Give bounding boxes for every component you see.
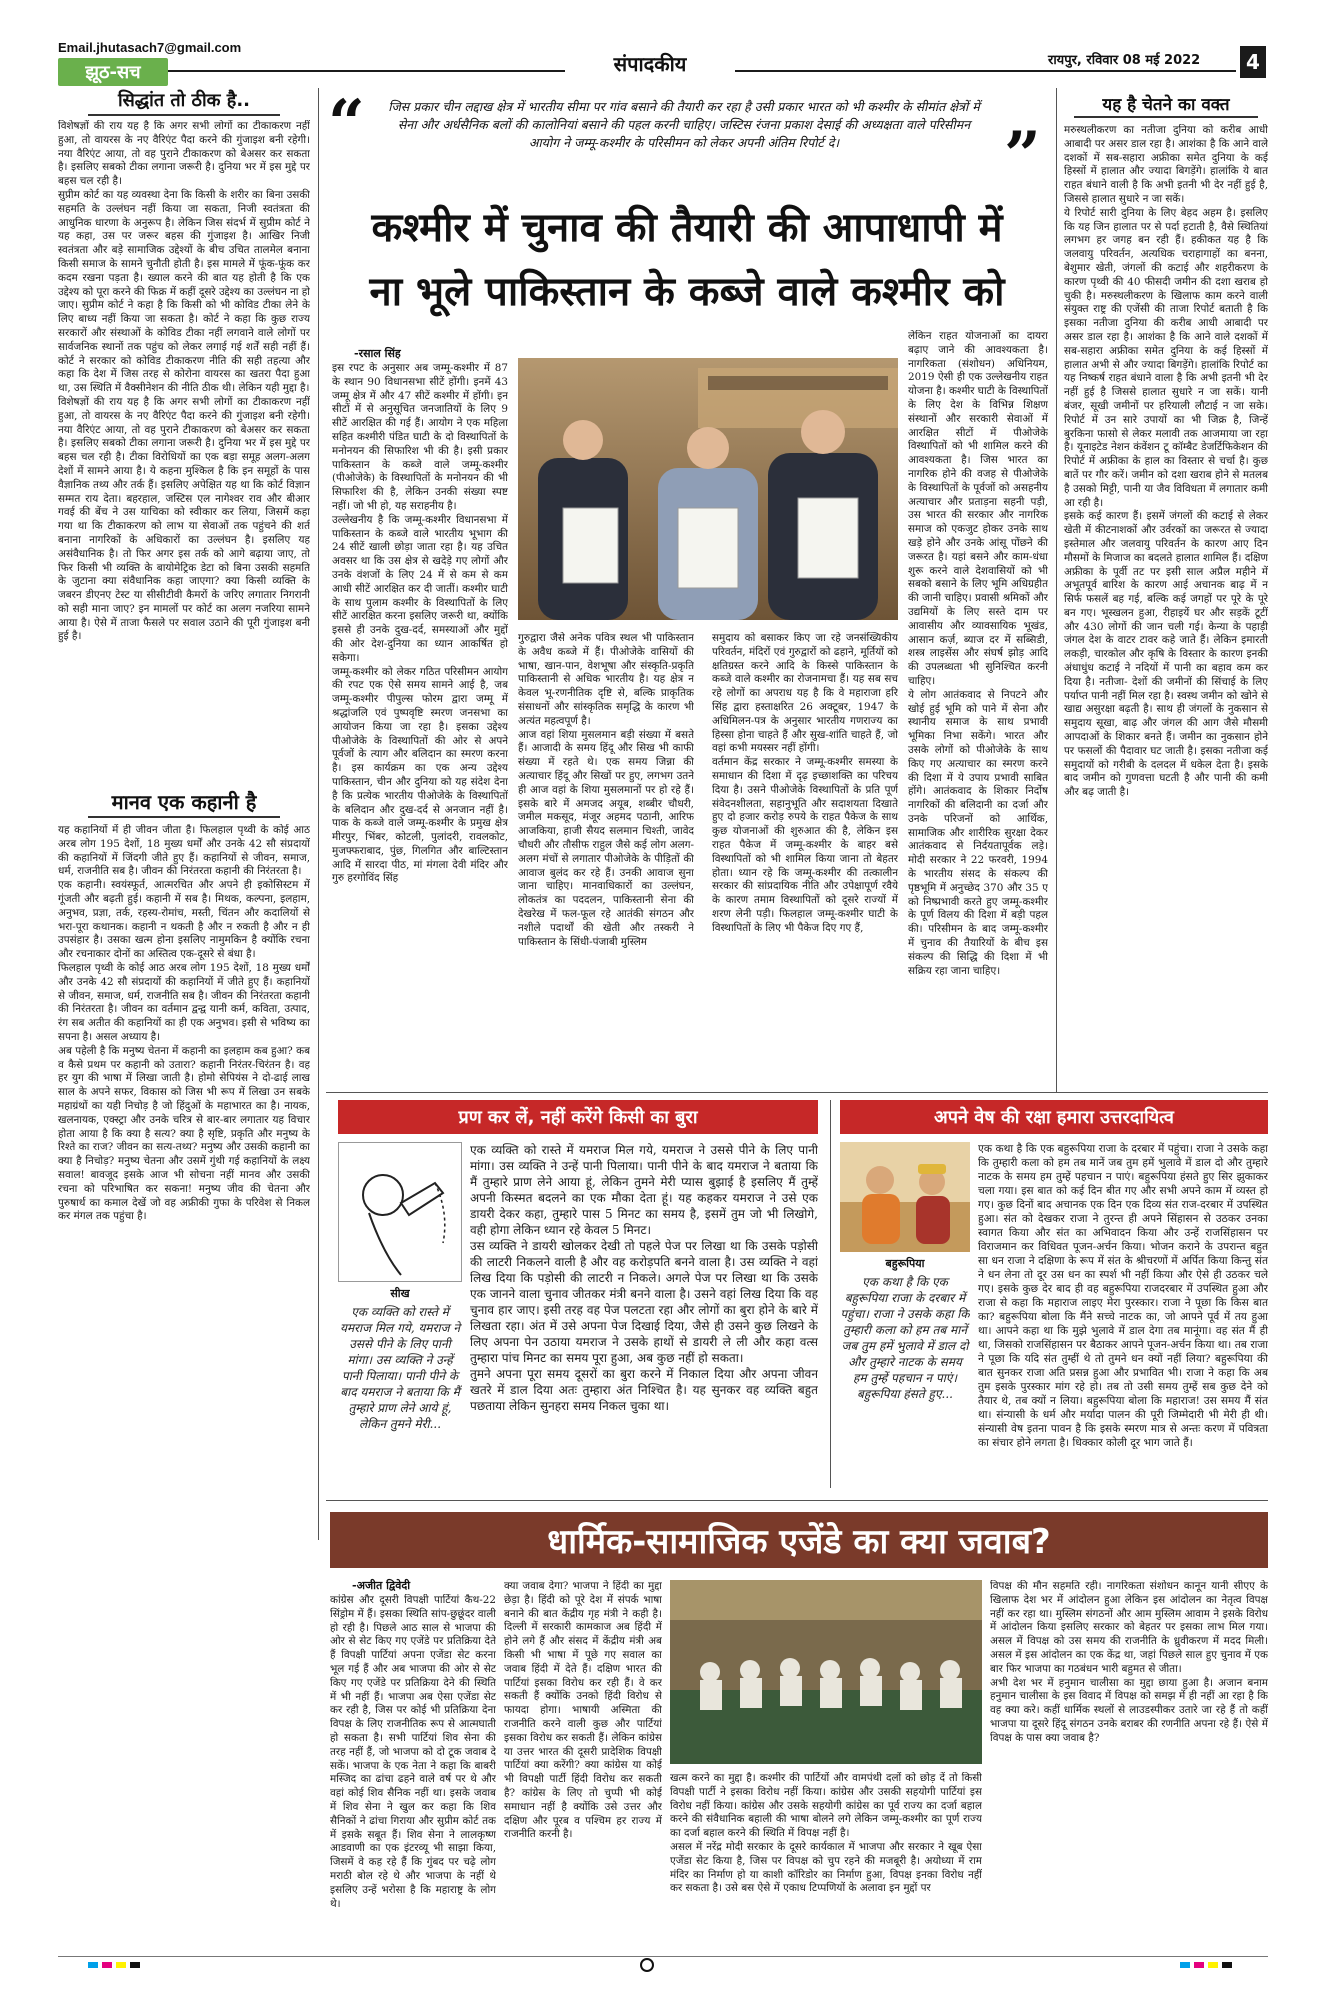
lead-col-4: लेकिन राहत योजनाओं का दायरा बढ़ाए जाने की आवश्यकता है। नागरिकता (संशोधन) अधिनियम, 2019 ऐसी ही एक उल्लेखनीय राहत योजना है। कश्मीर घाटी के विस्थापितों के लिए देश के विभिन्न शिक्षण संस्थानों और सरकारी सेवाओं में आरक्षित सीटों में पीओजेके विस्थापितों को भी शामिल करने की आवश्यकता है। जिस भारत का नागरिक होने की वजह से पीओजेके के विस्थापितों के पूर्वजों को असहनीय अत्याचार और प्रताड़ना सहनी पड़ी, उस भारत की सरकार और नागरिक समाज को एकजुट होकर उनके साथ खड़े होने और उनके आंसू पोंछने की जरूरत है। यहां बसने और काम-धंधा शुरू करने वाले देशवासियों को भी सबको बसाने के लिए भूमि अधिग्रहीत की जानी चाहिए। प्रवासी श्रमिकों और उद्यमियों के लिए सस्ते दाम पर आवासीय और व्यावसायिक भूखंड, आसान कर्ज़, ब्याज दर में सब्सिडी, शस्त्र लाइसेंस और संघर्ष झोड़ आदि की उपलब्धता भी सुनिश्चित करनी चाहिए। ये लोग आतंकवाद से निपटने और खोई हुई भूमि को पाने में सेना और स्थानीय समाज के साथ प्रभावी भूमिका निभा सकेंगे। भारत और उसके लोगों को पीओजेके के साथ किए गए अत्याचार का स्मरण करने की दिशा में ये उपाय प्रभावी साबित होंगे। आतंकवाद के शिकार निर्दोष नागरिकों की बलिदानी का दर्जा और उनके परिजनों को आर्थिक, सामाजिक और शारीरिक सुरक्षा देकर आतंकवाद से निर्दयतापूर्वक लड़े। मोदी सरकार ने 22 फरवरी, 1994 के भारतीय संसद के संकल्प की पृष्ठभूमि में अनुच्छेद 370 और 35 ए को निष्प्रभावी करते हुए जम्मू-कश्मीर के पूर्ण विलय की दिशा में बड़ी पहल की। परिसीमन के बाद जम्मू-कश्मीर में चुनाव की तैयारियों के बीच इस संकल्प की सिद्धि की दिशा में भी सक्रिय रहा जाना चाहिए। bbox=[908, 330, 1048, 977]
left-heading-rule-1 bbox=[88, 114, 280, 116]
lead-headline bbox=[326, 196, 1048, 332]
left-column bbox=[58, 88, 310, 1540]
open-quote-icon: “ bbox=[328, 86, 365, 161]
left-heading-rule-2 bbox=[88, 816, 280, 818]
right-column bbox=[1064, 92, 1268, 1088]
officials-photo-illustration bbox=[518, 358, 898, 620]
registration-mark-left bbox=[88, 1962, 140, 1968]
story4-headline: धार्मिक-सामाजिक एजेंडे का क्या जवाब? bbox=[547, 1522, 1051, 1562]
lower-horizontal-rule bbox=[326, 1500, 1268, 1501]
lead-col-1: इस रपट के अनुसार अब जम्मू-कश्मीर में 87 के स्थान 90 विधानसभा सीटें होंगी। इनमें 43 जम्मू क्षेत्र में और 47 सीटें कश्मीर में होंगी। इन सीटों में से अनुसूचित जनजातियों के लिए 9 सीटें आरक्षित की गई हैं। आयोग ने एक महिला सहित कश्मीरी पंडित घाटी के दो विस्थापितों के मनोनयन की सिफारिश भी की है। इसी प्रकार पाकिस्तान के कब्जे वाले जम्मू-कश्मीर (पीओजेके) के विस्थापितों के मनोनयन की भी सिफारिश की है, लेकिन उनकी संख्या स्पष्ट नहीं। जो भी हो, यह सराहनीय है। उल्लेखनीय है कि जम्मू-कश्मीर विधानसभा में पाकिस्तान के कब्जे वाले भारतीय भूभाग की 24 सीटें खाली छोड़ा जाता रहा है। यह उचित अवसर था कि उस क्षेत्र से खदेड़े गए लोगों और उनके वंशजों के लिए 24 में से कम से कम आधी सीटें आरक्षित कर दी जातीं। कश्मीर घाटी के साथ पुलाम कश्मीर के विस्थापितों के लिए सीटें आरक्षित करना इसलिए जरूरी था, क्योंकि इससे ही उनके दुख-दर्द, समस्याओं और मुद्दों की ओर देश-दुनिया का ध्यान आकर्षित हो सकेगा। जम्मू-कश्मीर को लेकर गठित परिसीमन आयोग की रपट एक ऐसे समय सामने आई है, जब जम्मू-कश्मीर पीपुल्स फोरम द्वारा जम्मू में श्रद्धांजलि एवं पुष्पवृष्टि स्मरण जनसभा का आयोजन किया जा रहा है। इसका उद्देश्य पीओजेके के विस्थापितों की ओर से अपने पूर्वजों के त्याग और बलिदान का स्मरण करना है। इस कार्यक्रम का एक अन्य उद्देश्य पाकिस्तान, चीन और दुनिया को यह संदेश देना है कि प्रत्येक भारतीय पीओजेके के विस्थापितों के बलिदान और दुख-दर्द से अनजान नहीं है। पाक के कब्जे वाले जम्मू-कश्मीर के प्रमुख क्षेत्र मीरपुर, भिंबर, कोटली, पुलांदरी, रावलकोट, मुजफ्फराबाद, पुंछ, गिलगित और बाल्टिस्तान आदि में सारदा पीठ, मां मंगला देवी मंदिर और गुरु हरगोविंद सिंह bbox=[332, 362, 508, 885]
story3-body: एक कथा है कि एक बहुरूपिया राजा के दरबार में पहुंचा। राजा ने उसके कहा कि तुम्हारी कला को हम तब मानें जब तुम हमें भुलावे में डाल दो और तुम्हारे नाटक के समय हम तुम्हें पहचान न पाएं। बहुरूपिया हंसते हुए सिर झुकाकर चला गया। इस बात को कई दिन बीत गए और सभी अपने काम में व्यस्त हो गए। कुछ दिनों बाद अचानक एक दिन एक दिव्य संत राज-दरबार में उपस्थित हुआ। संत को देखकर राजा ने तुरन्त ही अपने सिंहासन से उठकर उनका स्वागत किया और संत का अभिवादन किया और उन्हें राजसिंहासन पर विराजमान कर विधिवत पूजन-अर्चन किया। भोजन कराने के उपरान्त बहुत सा धन राजा ने दक्षिणा के रूप में संत के श्रीचरणों में अर्पित किया किन्तु संत ने धन लेना तो दूर उस धन का स्पर्श भी नहीं किया और ऐसे ही उठकर चले गए। इसके कुछ देर बाद ही वह बहुरूपिया राजदरबार में उपस्थित हुआ और राजा से कहा कि महाराज लाइए मेरा पुरस्कार। राजा ने पूछा कि किस बात का? बहुरूपिया बोला कि मैंने सच्चे नाटक का, जो आपने पूर्व में तय हुआ था। आपने कहा था कि मुझे भुलावे में डाल देगा तब मानूंगा। वह संत मैं ही था, जिसको राजसिंहासन पर बैठाकर आपने पूजन-अर्चन किया था। तब राजा ने पूछा कि यदि संत तुम्हीं थे तो तुमने धन क्यों नहीं लिया? बहुरूपिया की बात सुनकर राजा अति प्रसन्न हुआ और प्रभावित भी। राजा ने कहा कि अब तुम इसके पुरस्कार मांग रहे हो। तब तो उसी समय तुम्हें सब कुछ देने को तैयार थे, तब क्यों न लिया। बहुरूपिया बोला कि महाराज! उस समय मैं संत था। संन्यासी के धर्म और मर्यादा पालन की पूरी जिम्मेदारी भी मेरी ही थी। संन्यासी वेष इतना पावन है कि इसके स्मरण मात्र से अन्तः करण में पवित्रता का संचार होने लगता है। धिक्कार कोली दूर भाग जाते हैं। bbox=[978, 1143, 1268, 1449]
parliament-photo-illustration bbox=[670, 1580, 982, 1764]
left-heading-2: मानव एक कहानी है bbox=[111, 790, 257, 814]
right-column-divider bbox=[1056, 88, 1057, 1092]
lead-photo bbox=[518, 358, 898, 620]
drinking-man-sketch bbox=[339, 1143, 462, 1282]
lead-headline-line-2: ना भूले पाकिस्तान के कब्जे वाले कश्मीर को bbox=[369, 269, 1005, 315]
lead-col-2: गुरुद्वारा जैसे अनेक पवित्र स्थल भी पाकिस्तान के अवैध कब्जे में हैं। पीओजेके वासियों की भाषा, खान-पान, वेशभूषा और संस्कृति-प्रकृति पाकिस्तानी से अधिक भारतीय है। यह क्षेत्र न केवल भू-रणनीतिक दृष्टि से, बल्कि प्राकृतिक संसाधनों और सांस्कृतिक समृद्धि के कारण भी अत्यंत महत्वपूर्ण है। आज वहां शिया मुसलमान बड़ी संख्या में बसते हैं। आजादी के समय हिंदू और सिख भी काफी संख्या में रहते थे। एक समय जिन्ना की अत्याचार हिंदू और सिखों पर हुए, लगभग उतने ही आज वहां के शिया मुसलमानों पर हो रहे हैं। इसके बारे में अमजद अयूब, शब्बीर चौधरी, जमील मकसूद, मंजूर अहमद पठानी, आरिफ आजकिया, हाजी सैयद सलमान चिश्ती, जावेद चौधरी और तौसीफ राहुल जैसे कई लोग अलग-अलग मंचों से लगातार पीओजेके के पीड़ितों की आवाज बुलंद कर रहे हैं। उनकी आवाज सुना जाना चाहिए। मानवाधिकारों का उल्लंघन, लोकतंत्र का पददलन, पाकिस्तानी सेना की देखरेख में फल-फूल रहे आतंकी संगठन और नशीले पदार्थों की खेती और तस्करी ने पाकिस्तान के सिंधी-पंजाबी मुस्लिम bbox=[518, 632, 694, 948]
story2-title-bar bbox=[338, 1100, 818, 1134]
story4-title-bar bbox=[330, 1512, 1268, 1568]
registration-mark-right bbox=[1180, 1962, 1232, 1968]
story2-image-label: सीख bbox=[390, 1287, 410, 1300]
story2-title: प्रण कर लें, नहीं करेंगे किसी का बुरा bbox=[458, 1107, 698, 1128]
story2-pull-caption: एक व्यक्ति को रास्ते में यमराज मिल गये, यमराज ने उससे पीने के लिए पानी मांगा। उस व्यक्ति ने उन्हें पानी पिलाया। पानी पीने के बाद यमराज ने बताया कि मैं तुम्हारे प्राण लेने आये हूं, लेकिन तुमने मेरी... bbox=[340, 1305, 460, 1431]
story2-illustration bbox=[338, 1142, 462, 1282]
story3-title-bar bbox=[840, 1100, 1268, 1134]
story2-body: एक व्यक्ति को रास्ते में यमराज मिल गये, यमराज ने उससे पीने के लिए पानी मांगा। उस व्यक्ति ने उन्हें पानी पिलाया। पानी पीने के बाद यमराज ने बताया कि मैं तुम्हारे प्राण लेने आया हूं, लेकिन तुमने मेरी प्यास बुझाई है इसलिए मैं तुम्हें अपनी किस्मत बदलने का एक मौका देता हूं। यह कहकर यमराज ने उसे एक डायरी देकर कहा, तुम्हारे पास 5 मिनट का समय है, इसमें तुम जो भी लिखोगे, वही होगा लेकिन ध्यान रहे केवल 5 मिनट। उस व्यक्ति ने डायरी खोलकर देखी तो पहले पेज पर लिखा था कि उसके पड़ोसी की लाटरी निकलने वाली है और वह करोड़पति बनने वाला है। उस व्यक्ति ने वहां लिख दिया कि पड़ोसी की लाटरी न निकले। अगले पेज पर लिखा था कि उसके एक जानने वाला चुनाव जीतकर मंत्री बनने वाला है। उसने वहां लिख दिया कि वह चुनाव हार जाए। इसी तरह वह पेज पलटता रहा और लोगों का बुरा होने के बारे में लिखता रहा। अंत में उसे अपना पेज दिखाई दिया, जैसे ही उसने कुछ लिखने के लिए अपना पेन उठाया यमराज ने उसके हाथों से डायरी ले ली और कहा वत्स तुम्हारा पांच मिनट का समय पूरा हुआ, अब कुछ नहीं हो सकता। तुमने अपना पूरा समय दूसरों का बुरा करने में निकाल दिया और अपना जीवन खतरे में डाल दिया अतः तुम्हारा अंत निश्चित है। यह सुनकर वह व्यक्ति बहुत पछताया लेकिन सुनहरा समय निकल चुका था। bbox=[470, 1143, 818, 1413]
story2-divider bbox=[830, 1100, 831, 1488]
quote-block bbox=[326, 86, 1048, 193]
story4-col-3: खत्म करने का मुद्दा है। कश्मीर की पार्टियों और वामपंथी दलों को छोड़ दें तो किसी विपक्षी पार्टी ने इसका विरोध नहीं किया। कांग्रेस और उसकी सहयोगी पार्टियां इस विरोध नहीं किया। कांग्रेस और उसके सहयोगी कांग्रेस का पूर्व राज्य का दर्जा बहाल करने की संवैधानिक बहाली की भाषा बोलने लगे लेकिन जम्मू-कश्मीर का पूर्ण राज्य का दर्जा बहाल करने की स्थिति में विपक्ष नहीं है। असल में नरेंद्र मोदी सरकार के दूसरे कार्यकाल में भाजपा और सरकार ने खूब ऐसा एजेंडा सेट किया है, जिस पर विपक्ष को चुप रहने की मजबूरी है। अयोध्या में राम मंदिर का निर्माण हो या काशी कॉरिडोर का निर्माण हुआ, विपक्ष इनका विरोध नहीं कर सकता है। उसे बस ऐसे में एकाध टिप्पणियों के अलावा इन मुद्दों पर bbox=[670, 1772, 982, 1895]
quote-text: जिस प्रकार चीन लद्दाख क्षेत्र में भारतीय सीमा पर गांव बसाने की तैयारी कर रहा है उसी प्रकार भारत को भी कश्मीर के सीमांत क्षेत्रों में सेना और अर्धसैनिक बलों की कालोनियां बसाने की पहल करनी चाहिए। जस्टिस रंजना प्रकाश देसाई की अध्यक्षता वाले परिसीमन आयोग ने जम्मू-कश्मीर के परिसीमन को लेकर अपनी अंतिम रिपोर्ट दे। bbox=[388, 99, 980, 150]
registration-mark-center bbox=[640, 1958, 654, 1972]
mid-horizontal-rule bbox=[326, 1092, 1268, 1093]
story3-illustration bbox=[840, 1142, 970, 1252]
footer-rule bbox=[58, 1956, 1268, 1957]
brand-name: झूठ-सच bbox=[85, 62, 141, 83]
page-number: 4 bbox=[1246, 50, 1260, 74]
right-article: मरुस्थलीकरण का नतीजा दुनिया को करीब आधी आबादी पर असर डाल रहा है। आशंका है कि आने वाले दशकों में सब-सहारा अफ्रीका समेत दुनिया के कई हिस्सों में हालात और ज्यादा बिगड़ेंगे। हालांकि ये बात राहत बंधाने वाली है कि अभी इतनी भी देर नहीं हुई है, जिससे हालात सुधारे न जा सकें। ये रिपोर्ट सारी दुनिया के लिए बेहद अहम है। इसलिए कि यह जिन हालात पर से पर्दा हटाती है, वैसे स्थितियां लगभग हर जगह बन रही हैं। हकीकत यह है कि जलवायु परिवर्तन, अत्यधिक चराहागाहों का बनना, बेशुमार खेती, जंगलों की कटाई और शहरीकरण के कारण पृथ्वी की 40 फीसदी जमीन की दशा खराब हो चुकी है। मरुस्थलीकरण के खिलाफ काम करने वाली संयुक्त राष्ट्र की एजेंसी की ताजा रिपोर्ट बताती है कि इसका नतीजा दुनिया की करीब आधी आबादी पर असर डाल रहा है। आशंका है कि आने वाले दशकों में सब-सहारा अफ्रीका समेत दुनिया के कई हिस्सों में हालात अभी से और ज्यादा बिगड़ेंगे। हालांकि रिपोर्ट का यह निष्कर्ष राहत बंधाने वाला है कि अभी इतनी भी देर नहीं हुई है जिससे हालात सुधारे न जा सकें। यानी बंजर, सूखी जमीनों पर हरियाली लौटाई न जा सके। रिपोर्ट में उन सारे उपायों का भी जिक्र है, जिन्हें बुरकिना फासो से लेकर मलावी तक आजमाया जा रहा है। यूनाइटेड नेशन कंवेंशन टू कॉम्बैट डेजर्टिफिकेशन की रिपोर्ट में अफ्रीका के हाल का विस्तार से चर्चा है। कुछ बातें पर गौर करें। जमीन को दशा खराब होने से मतलब है उसको मिट्टी, पानी या जैव विविधता में लगातार कमी आ रही है। इसके कई कारण हैं। इसमें जंगलों की कटाई से लेकर खेती में कीटनाशकों और उर्वरकों का जरूरत से ज्यादा इस्तेमाल और जलवायु परिवर्तन के कारण आए दिन मौसमों के मिजाज का बदलते हालात शामिल हैं। दक्षिण अफ्रीका के पूर्वी तट पर इसी साल अप्रैल महीने में अभूतपूर्व बारिश के कारण आई अचानक बाढ़ में न सिर्फ फसलें बह गई, बल्कि कई जगहों पर पूरे के पूरे बन गए। भूस्खलन हुआ, रीहाइयें घर और सड़कें टूटीं और 430 लोगों की जान चली गई। केन्या के पहाड़ी जंगल देश के वाटर टावर कहे जाते हैं। लेकिन इमारती लकड़ी, चारकोल और कृषि के विस्तार के कारण इनकी अंधाधुंध कटाई ने नदियों में पानी का बहाव कम कर दिया है। नतीजा- देशों की जमीनों की सिंचाई के लिए पर्याप्त पानी नहीं मिल रहा है। स्वस्थ जमीन को खोने से खाद्य असुरक्षा बढ़ती है। साथ ही जंगलों के नुकसान से समुदाय सूखा, बाढ़ और जंगल की आग जैसे मौसमी आपदाओं के शिकार बनते हैं। जमीन का नुकसान होने पर फसलों की पैदावार घट जाती है। इसका नतीजा कई समुदायों को गरीबी के दलदल में धकेल देता है। इसके बाद जमीन को गुणवत्ता घटती है और पानी की कमी और बढ़ जाती है। bbox=[1064, 124, 1268, 799]
masthead bbox=[0, 0, 1323, 83]
story4-photo bbox=[670, 1580, 982, 1764]
story4-col-2: क्या जवाब देगा? भाजपा ने हिंदी का मुद्दा छेड़ा है। हिंदी को पूरे देश में संपर्क भाषा बनाने की बात केंद्रीय गृह मंत्री ने कही है। दिल्ली में सरकारी कामकाज अब हिंदी में होने लगे हैं और संसद में केंद्रीय मंत्री अब किसी भी भाषा में पूछे गए सवाल का जवाब हिंदी में देते हैं। दक्षिण भारत की पार्टियां इसका विरोध कर रही हैं। वे कर सकती हैं क्योंकि उनको हिंदी विरोध से फायदा होगा। भाषायी अस्मिता की राजनीति करने वाली कुछ और पार्टियां इसका विरोध कर सकती हैं। लेकिन कांग्रेस या उत्तर भारत की दूसरी प्रादेशिक विपक्षी पार्टियां क्या करेंगी? क्या कांग्रेस या कोई भी विपक्षी पार्टी हिंदी विरोध कर सकती है? कांग्रेस के लिए तो चुप्पी भी कोई समाधान नहीं है क्योंकि उसे उत्तर और दक्षिण और पूरब व पश्चिम हर राज्य में राजनीति करनी है। bbox=[504, 1580, 662, 1841]
lead-col-3: समुदाय को बसाकर किए जा रहे जनसंख्यिकीय परिवर्तन, मंदिरों एवं गुरुद्वारों को ढहाने, मूर्तियों को क्षतिग्रस्त करने आदि के किस्से पाकिस्तान के कब्जे वाले कश्मीर का रोजनामचा हैं। यह सब सच रहे लोगों का अपराध यह है कि वे महाराजा हरि सिंह द्वारा हस्ताक्षरित 26 अक्टूबर, 1947 के अधिमिलन-पत्र के अनुसार भारतीय गणराज्य का हिस्सा होना चाहते हैं और सुख-शांति चाहते हैं, जो वहां कभी मयस्सर नहीं होंगी। वर्तमान केंद्र सरकार ने जम्मू-कश्मीर समस्या के समाधान की दिशा में दृढ़ इच्छाशक्ति का परिचय दिया है। उसने पीओजेके विस्थापितों के प्रति पूर्ण संवेदनशीलता, सहानुभूति और सदाशयता दिखाते हुए दो हजार करोड़ रुपये के राहत पैकेज के साथ कुछ योजनाओं की शुरुआत की है, लेकिन इस राहत पैकेज में जम्मू-कश्मीर के बाहर बसे विस्थापितों को भी शामिल किया जाना तो बेहतर होता। ध्यान रहे कि जम्मू-कश्मीर की तत्कालीन सरकार की सांप्रदायिक नीति और उपेक्षापूर्ण रवैये के कारण तमाम विस्थापितों को दूसरे राज्यों में शरण लेनी पड़ी। फिलहाल जम्मू-कश्मीर घाटी के विस्थापितों के लिए भी पैकेज दिए गए हैं, bbox=[712, 632, 898, 934]
story3-image-label: बहुरूपिया bbox=[885, 1257, 925, 1270]
story4-byline: -अजीत द्विवेदी bbox=[352, 1579, 411, 1592]
dateline: रायपुर, रविवार 08 मई 2022 bbox=[1048, 53, 1201, 68]
lead-byline: -रसाल सिंह bbox=[354, 347, 401, 360]
story3-title: अपने वेष की रक्षा हमारा उत्तरदायित्व bbox=[934, 1107, 1174, 1128]
left-heading-1: सिद्धांत तो ठीक है.. bbox=[117, 90, 251, 111]
section-title: संपादकीय bbox=[613, 51, 687, 76]
page-number-badge bbox=[1240, 46, 1266, 78]
left-article-1: विशेषज्ञों की राय यह है कि अगर सभी लोगों का टीकाकरण नहीं हुआ, तो वायरस के नए वैरिएंट पैदा करने की गुंजाइश बनी रहेगी। नया वैरिएंट आया, तो वह पुराने टीकाकरण को बेअसर कर सकता है। इसलिए सबको टीका लगाना जरूरी है। दुनिया भर में इस मुद्दे पर बहस चल रही है। सुप्रीम कोर्ट का यह व्यवस्था देना कि किसी के शरीर का बिना उसकी सहमति के उल्लंघन नहीं किया जा सकता, निजी स्वतंत्रता की आधुनिक धारणा के अनुरूप है। लेकिन जिस संदर्भ में सुप्रीम कोर्ट ने यह कहा, उस पर जरूर बहस की गुंजाइश है। आखिर निजी स्वतंत्रता और बड़े सामाजिक उद्देश्यों के बीच उचित तालमेल बनाना किसी समाज के सामने चुनौती होती है। इस मामले में फूंक-फूंक कर कदम रखना पड़ता है। ख्याल करने की बात यह होती है कि एक उद्देश्य को पूरा करने की फिक्र में कहीं दूसरे उद्देश्य का उल्लंघन ना हो जाए। सुप्रीम कोर्ट ने कहा है कि किसी को भी कोविड टीका लेने के लिए बाध्य नहीं किया जा सकता है। कोर्ट ने कहा कि कुछ राज्य सरकारों और संस्थाओं के कोविड टीका नहीं लगवाने वाले लोगों पर सार्वजनिक स्थानों तक पहुंच को लेकर लगाई गई शर्तें सही नहीं हैं। कोर्ट ने सरकार को कोविड टीकाकरण नीति की सही तहत्या और कहा कि देश में जिस तरह से कोरोना वायरस का खतरा पैदा हुआ था, उस स्थिति में वैक्सीनेशन की नीति ठीक थी। लेकिन यही मुद्दा है। विशेषज्ञों की राय यह है कि अगर सभी लोगों का टीकाकरण नहीं हुआ, तो वायरस के नए वैरिएंट पैदा करने की गुंजाइश बनी रहेगी। नया वैरिएंट आया, तो वह पुराने टीकाकरण को बेअसर कर सकता है। इसलिए सबको टीका लगाना जरूरी है। दुनिया भर में इस मुद्दे पर बहस चल रही है। टीका विरोधियों का एक बड़ा समूह अलग-अलग देशों में सामने आया है। ये कहना मुश्किल है कि इन समूहों के पास वैज्ञानिक तथ्य और तर्क हैं। इसलिए अपेक्षित यह था कि कोर्ट विज्ञान सम्मत राय देता। बहरहाल, जस्टिस एल नागेश्वर राव और बीआर गवई की बेंच ने उस याचिका को स्वीकार कर लिया, जिसमें कहा गया था कि टीकाकरण को लाभ या सेवाओं तक पहुंचने की शर्त बनाना नागरिकों के अधिकारों का उल्लंघन है। इसलिए यह असंवैधानिक है। तो फिर अगर इस तर्क को आगे बढ़ाया जाए, तो फिर किसी भी व्यक्ति के बायोमेट्रिक डेटा को बिना उसकी सहमति के जुटाना क्या संवैधानिक कहा जाएगा? क्या किसी व्यक्ति के जबरन डीएनए टेस्ट या सीसीटीवी कैमरों के जरिए लगातार निगरानी को सही माना जाए? इन मामलों पर कोर्ट का अलग नजरिया सामने आया है। ऐसे में ताजा फैसले पर सवाल उठाने की पूरी गुंजाइश बनी हुई है। bbox=[58, 120, 310, 643]
right-heading: यह है चेतने का वक्त bbox=[1102, 95, 1230, 115]
section-tab bbox=[565, 46, 735, 80]
left-column-divider bbox=[318, 88, 319, 1540]
lead-headline-line-1: कश्मीर में चुनाव की तैयारी की आपाधापी में bbox=[371, 205, 1003, 251]
story3-pull-caption: एक कथा है कि एक बहुरूपिया राजा के दरबार में पहुंचा। राजा ने उसके कहा कि तुम्हारी कला को हम तब मानें जब तुम हमें भुलावे में डाल दो और तुम्हारे नाटक के समय हम तुम्हें पहचान न पाएं। बहुरूपिया हंसते हुए... bbox=[840, 1275, 970, 1401]
right-heading-rule bbox=[1074, 116, 1258, 118]
story4-col-1: कांग्रेस और दूसरी विपक्षी पार्टियां कैथ-22 सिंड्रोम में हैं। इसका स्थिति सांप-छुछूंदर वाली हो रही है। पिछले आठ साल से भाजपा की ओर से सेट किए गए एजेंडे पर प्रतिक्रिया देते हैं विपक्षी पार्टियां अपना एजेंडा सेट करना भूल गई हैं और अब भाजपा की ओर से सेट किए गए एजेंडे पर प्रतिक्रिया देने की स्थिति में भी नहीं हैं। भाजपा अब ऐसा एजेंडा सेट कर रही है, जिस पर कोई भी प्रतिक्रिया देना विपक्ष के लिए राजनीतिक रूप से आत्मघाती हो सकता है। सभी पार्टियां शिव सेना की तरह नहीं हैं, जो भाजपा को दो टूक जवाब दे सकें। भाजपा के एक नेता ने कहा कि बाबरी मस्जिद का ढांचा ढहने वाले वर्ष पर थे और वहां कोई शिव सैनिक नहीं था। इसके जवाब में शिव सेना ने खुल कर कहा कि शिव सैनिकों ने ढांचा गिराया और सुप्रीम कोर्ट तक में इसके सबूत हैं। शिव सेना ने लालकृष्ण आडवाणी का एक इंटरव्यू भी साझा किया, जिसमें वे कह रहे हैं कि गुंबद पर चढ़े लोग मराठी बोल रहे थे और भाजपा के नहीं थे इसलिए उन्हें भरोसा है कि महाराष्ट्र के लोग थे। bbox=[330, 1594, 496, 1910]
story4-col-4: विपक्ष की मौन सहमति रही। नागरिकता संशोधन कानून यानी सीएए के खिलाफ देश भर में आंदोलन हुआ लेकिन इस आंदोलन का नेतृत्व विपक्ष नहीं कर रहा था। मुस्लिम संगठनों और आम मुस्लिम आवाम ने इसके विरोध में आंदोलन किया इसलिए सरकार को बेहतर पर इसका लाभ मिल गया। असल में विपक्ष को उस समय की राजनीति के ध्रुवीकरण में मदद मिली। असल में इस आंदोलन का एक केंद्र था, जहां पिछले साल हुए चुनाव में एक बार फिर भाजपा का गठबंधन भारी बहुमत से जीता। अभी देश भर में हनुमान चालीसा का मुद्दा छाया हुआ है। अजान बनाम हनुमान चालीसा के इस विवाद में विपक्ष को समझ में ही नहीं आ रहा है कि वह क्या करे। कहीं धार्मिक स्थलों से लाउडस्पीकर उतारे जा रहे हैं तो कहीं भाजपा या दूसरे हिंदू संगठन उनके बराबर की रणनीति अपना रहे हैं। ऐसे में विपक्ष के पास क्या जवाब है? bbox=[990, 1580, 1268, 1744]
close-quote-icon: ” bbox=[1004, 118, 1041, 193]
brand-logo bbox=[58, 58, 168, 86]
left-article-2: यह कहानियों में ही जीवन जीता है। फिलहाल पृथ्वी के कोई आठ अरब लोग 195 देशों, 18 मुख्य धर्मों और उनके 42 सौ संप्रदायों की कहानियों में जिंदगी जीते हुए हैं। कहानियों से जीवन, समाज, धर्म, राजनीति सब है। जीवन की निरंतरता कहानी की निरंतरता है। एक कहानी। स्वयंस्फूर्त, आत्मरचित और अपने ही इकोसिस्टम में गूंजती और बढ़ती हुई। कहानी में सब है। मिथक, कल्पना, इलहाम, अनुभव, प्रज्ञा, तर्क, रहस्य-रोमांच, मस्ती, चिंतन और कदालियों से भरा-पूरा कथानक। कहानी न थकती है और न रुकती है और न ही उपसंहार है। उसका खत्म होना इसलिए नामुमकिन है क्योंकि रचना और रचनाकार दोनों का अस्तित्व एक-दूसरे से बंधा है। फिलहाल पृथ्वी के कोई आठ अरब लोग 195 देशों, 18 मुख्य धर्मों और उनके 42 सौ संप्रदायों की कहानियों में जीते हुए हैं। कहानियों से जीवन, समाज, धर्म, राजनीति सब है। जीवन की निरंतरता कहानी की निरंतरता है। जीवन का वर्तमान द्वन्द्व यानी कर्म, कविता, उत्पाद, रंग सब अतीत की कहानियों का ही एक अनुभव। इसी से भविष्य का सपना है। असल अध्याय है। अब पहेली है कि मनुष्य चेतना में कहानी का इलहाम कब हुआ? कब व कैसे प्रथम पर कहानी को उतारा? कहानी निरंतर-चिरंतन है। वह हर युग की भाषा में लिखा जाती है। होमो सेपियंस ने दो-ढाई लाख साल के अपने सफर, विकास को जिस भी रूप में लिखा उन सबके महाग्रंथों का यही निचोड़ है जो हिंदुओं के महाभारत का है। नायक, खलनायक, एक्स्ट्रा और उनके चरित्र से बार-बार लगातार यह विचार होता आया है कि क्या है सत्य? क्या है सृष्टि, प्रकृति और मनुष्य के रिश्ते का राज? जीवन का सत्य-तथ्य? मनुष्य और उसकी कहानी का क्या है निचोड़? मनुष्य चेतना और उसमें गुंथी गई कहानियों के लक्ष्य सवाल! बावजूद इसके आज भी सोचना नहीं मानव और उसकी रचना को परिभाषित कर सकना! मनुष्य जीव की चेतना और पुरुषार्थ का कमाल देखें जो वह अफ्रीकी गुफा के परिवेश से निकल कर मंगल तक पहुंचा है। bbox=[58, 824, 310, 1223]
saint-figure-illustration bbox=[840, 1142, 970, 1252]
email-text[interactable]: Email.jhutasach7@gmail.com bbox=[58, 40, 242, 55]
